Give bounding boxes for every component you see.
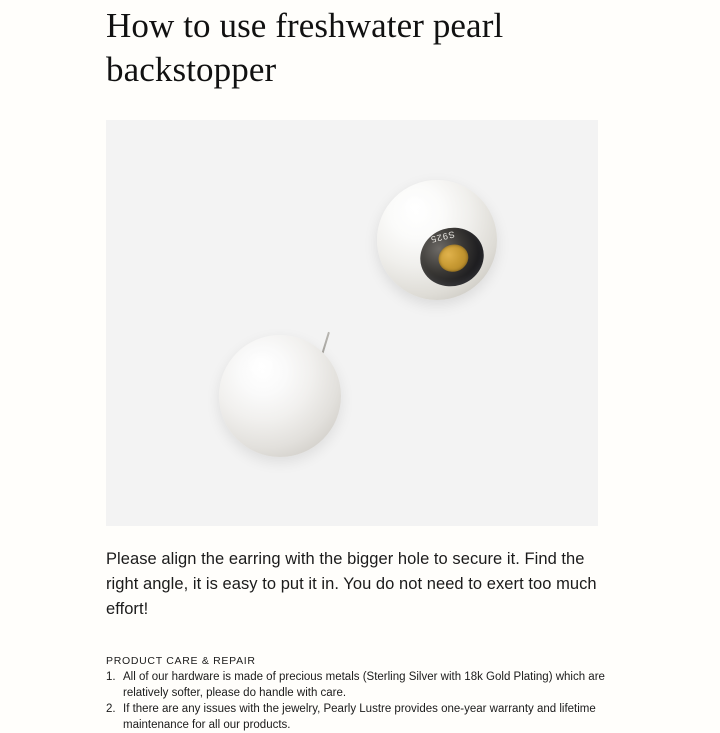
instruction-paragraph: Please align the earring with the bigger hole to secure it. Find the right angle, it is easy to put it in. You do not need to exert too much effort! <box>106 550 597 618</box>
backstopper-marking-label: S925 <box>428 229 456 245</box>
product-care-section <box>106 622 606 733</box>
product-care-heading: PRODUCT CARE & REPAIR <box>106 655 256 667</box>
list-item-text: If there are any issues with the jewelry, Pearly Lustre provides one-year warranty and lifetime maintenance for all our products. <box>123 703 596 731</box>
backstopper-hole <box>435 241 472 276</box>
product-figure <box>106 120 598 526</box>
list-item-number: 2. <box>106 703 116 715</box>
list-item <box>106 670 606 701</box>
product-care-list <box>106 670 606 733</box>
list-item-number: 1. <box>106 671 116 683</box>
pearl-stud-image <box>219 335 341 457</box>
page-title: How to use freshwater pearl backstopper <box>106 6 504 89</box>
list-item <box>106 702 606 733</box>
list-item-text: All of our hardware is made of precious metals (Sterling Silver with 18k Gold Plating) which are relatively softer, please do handle with care. <box>123 671 605 699</box>
